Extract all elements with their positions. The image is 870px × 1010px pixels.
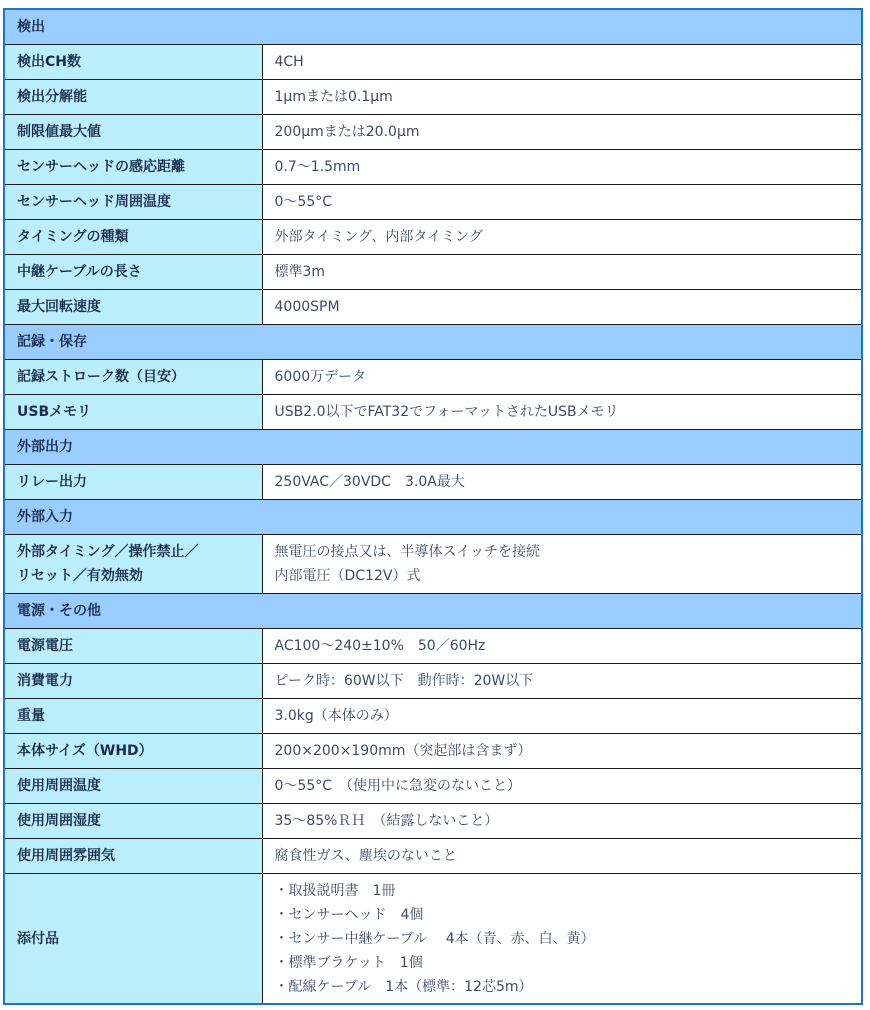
- list-item: ・取扱説明書 1冊: [274, 882, 396, 899]
- row-value: AC100〜240±10% 50／60Hz: [262, 629, 862, 664]
- row-value: 35〜85%ＲＨ （結露しないこと）: [262, 804, 862, 839]
- table-row-accessories: [4, 874, 862, 1005]
- row-label: 記録ストローク数（目安）: [4, 360, 262, 395]
- table-row: [4, 535, 862, 594]
- table-row: [4, 185, 862, 220]
- table-row: [4, 150, 862, 185]
- spec-table: [3, 8, 863, 1005]
- table-row: [4, 769, 862, 804]
- row-label: センサーヘッド周囲温度: [4, 185, 262, 220]
- row-label-line: 外部タイミング／操作禁止／: [17, 544, 199, 560]
- row-value: 3.0kg（本体のみ）: [262, 699, 862, 734]
- row-label: 制限値最大値: [4, 115, 262, 150]
- row-label: 使用周囲雰囲気: [4, 839, 262, 874]
- section-header-external-input: [4, 500, 862, 535]
- table-row: [4, 360, 862, 395]
- row-value: 200×200×190mm（突起部は含まず）: [262, 734, 862, 769]
- section-title: 検出: [4, 9, 862, 45]
- row-value: 250VAC／30VDC 3.0A最大: [262, 465, 862, 500]
- row-label: センサーヘッドの感応距離: [4, 150, 262, 185]
- list-item: ・センサー中継ケーブル 4本（青、赤、白、黄）: [274, 930, 595, 947]
- section-header-recording: [4, 325, 862, 360]
- row-label: 検出分解能: [4, 80, 262, 115]
- section-title: 外部出力: [4, 430, 862, 465]
- list-item: ・配線ケーブル 1本（標準：12芯5m）: [274, 978, 533, 995]
- row-value: 0.7〜1.5mm: [262, 150, 862, 185]
- row-label: [4, 535, 262, 594]
- row-label: 使用周囲温度: [4, 769, 262, 804]
- list-item: ・センサーヘッド 4個: [274, 906, 424, 923]
- row-label: 使用周囲湿度: [4, 804, 262, 839]
- row-value: [262, 535, 862, 594]
- row-label: 重量: [4, 699, 262, 734]
- section-title: 電源・その他: [4, 594, 862, 629]
- row-label: 中継ケーブルの長さ: [4, 255, 262, 290]
- row-label: 電源電圧: [4, 629, 262, 664]
- row-label: タイミングの種類: [4, 220, 262, 255]
- row-value: 0〜55°C （使用中に急変のないこと）: [262, 769, 862, 804]
- row-value: 200μmまたは20.0μm: [262, 115, 862, 150]
- row-value: 0〜55°C: [262, 185, 862, 220]
- table-row: [4, 220, 862, 255]
- row-value: 4000SPM: [262, 290, 862, 325]
- row-label: リレー出力: [4, 465, 262, 500]
- row-value: 6000万データ: [262, 360, 862, 395]
- row-value: USB2.0以下でFAT32でフォーマットされたUSBメモリ: [262, 395, 862, 430]
- table-row: [4, 115, 862, 150]
- table-row: [4, 664, 862, 699]
- row-label: 検出CH数: [4, 45, 262, 80]
- table-row: [4, 45, 862, 80]
- row-label: 本体サイズ（WHD）: [4, 734, 262, 769]
- row-value-line: 内部電圧（DC12V）式: [274, 568, 421, 584]
- list-item: ・標準ブラケット 1個: [274, 954, 423, 971]
- row-label: 消費電力: [4, 664, 262, 699]
- section-header-power-other: [4, 594, 862, 629]
- row-value: ピーク時：60W以下 動作時：20W以下: [262, 664, 862, 699]
- row-value: 4CH: [262, 45, 862, 80]
- section-header-external-output: [4, 430, 862, 465]
- table-row: [4, 255, 862, 290]
- row-label: USBメモリ: [4, 395, 262, 430]
- table-row: [4, 734, 862, 769]
- table-row: [4, 290, 862, 325]
- table-row: [4, 804, 862, 839]
- table-row: [4, 465, 862, 500]
- table-row: [4, 80, 862, 115]
- section-title: 外部入力: [4, 500, 862, 535]
- row-label: 最大回転速度: [4, 290, 262, 325]
- row-value-line: 無電圧の接点又は、半導体スイッチを接続: [274, 544, 540, 560]
- table-row: [4, 395, 862, 430]
- row-label-line: リセット／有効無効: [17, 568, 143, 584]
- row-value: 標準3m: [262, 255, 862, 290]
- table-row: [4, 629, 862, 664]
- table-row: [4, 699, 862, 734]
- row-value: 1μmまたは0.1μm: [262, 80, 862, 115]
- row-label: 添付品: [4, 874, 262, 1005]
- row-value: 腐食性ガス、塵埃のないこと: [262, 839, 862, 874]
- table-row: [4, 839, 862, 874]
- accessories-list: [262, 874, 862, 1005]
- section-header-detection: [4, 9, 862, 45]
- row-value: 外部タイミング、内部タイミング: [262, 220, 862, 255]
- section-title: 記録・保存: [4, 325, 862, 360]
